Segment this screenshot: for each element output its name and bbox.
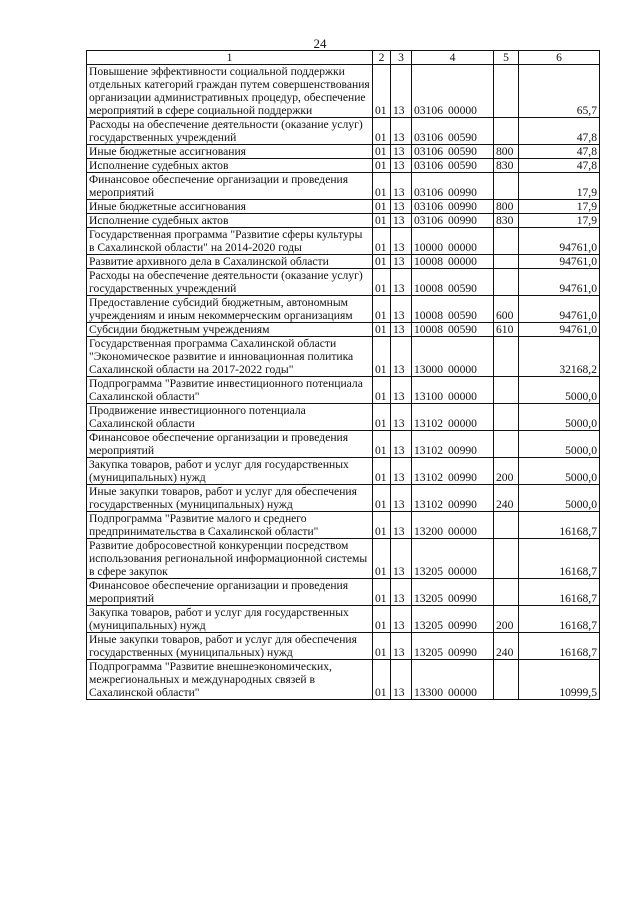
target-code-direction: 00590 xyxy=(447,159,477,172)
row-subsection: 13 xyxy=(391,159,412,173)
table-row xyxy=(87,65,600,118)
row-target-code xyxy=(412,660,494,700)
row-expense-type xyxy=(494,579,519,606)
target-code-direction: 00990 xyxy=(447,186,477,199)
row-subsection: 13 xyxy=(391,660,412,700)
row-name: Подпрограмма "Развитие малого и среднего предпринимательства в Сахалинской области" xyxy=(87,512,373,539)
row-amount: 32168,2 xyxy=(519,337,600,377)
target-code-program: 13102 xyxy=(414,417,443,430)
row-name: Государственная программа Сахалинской области "Экономическое развитие и инновационная политика Сахалинской области на 2017-2022 годы" xyxy=(87,337,373,377)
row-section: 01 xyxy=(373,118,391,145)
budget-table xyxy=(86,50,600,700)
row-target-code xyxy=(412,539,494,579)
row-subsection: 13 xyxy=(391,214,412,228)
column-header: 2 xyxy=(373,51,391,65)
table-row xyxy=(87,579,600,606)
row-name: Расходы на обеспечение деятельности (оказание услуг) государственных учреждений xyxy=(87,269,373,296)
row-subsection: 13 xyxy=(391,65,412,118)
row-subsection: 13 xyxy=(391,323,412,337)
row-amount: 94761,0 xyxy=(519,255,600,269)
row-name: Государственная программа "Развитие сферы культуры в Сахалинской области" на 2014-2020 годы xyxy=(87,228,373,255)
table-row xyxy=(87,269,600,296)
row-section: 01 xyxy=(373,660,391,700)
row-name: Исполнение судебных актов xyxy=(87,214,373,228)
row-amount: 94761,0 xyxy=(519,228,600,255)
row-target-code xyxy=(412,65,494,118)
table-row xyxy=(87,337,600,377)
row-expense-type xyxy=(494,255,519,269)
row-amount: 94761,0 xyxy=(519,296,600,323)
column-header: 6 xyxy=(519,51,600,65)
target-code-program: 13205 xyxy=(414,619,443,632)
row-name: Исполнение судебных актов xyxy=(87,159,373,173)
target-code-direction: 00000 xyxy=(447,390,477,403)
target-code-program: 10008 xyxy=(414,309,443,322)
row-target-code xyxy=(412,214,494,228)
row-section: 01 xyxy=(373,404,391,431)
row-section: 01 xyxy=(373,145,391,159)
target-code-direction: 00590 xyxy=(447,282,477,295)
row-section: 01 xyxy=(373,579,391,606)
row-section: 01 xyxy=(373,255,391,269)
row-section: 01 xyxy=(373,200,391,214)
table-row xyxy=(87,431,600,458)
row-target-code xyxy=(412,579,494,606)
row-target-code xyxy=(412,404,494,431)
row-name: Финансовое обеспечение организации и проведения мероприятий xyxy=(87,431,373,458)
row-name: Иные закупки товаров, работ и услуг для обеспечения государственных (муниципальных) нужд xyxy=(87,485,373,512)
target-code-program: 03106 xyxy=(414,145,443,158)
target-code-program: 13205 xyxy=(414,592,443,605)
target-code-direction: 00590 xyxy=(447,145,477,158)
row-section: 01 xyxy=(373,512,391,539)
target-code-direction: 00000 xyxy=(447,363,477,376)
row-subsection: 13 xyxy=(391,512,412,539)
target-code-program: 03106 xyxy=(414,131,443,144)
row-name: Продвижение инвестиционного потенциала Сахалинской области xyxy=(87,404,373,431)
target-code-program: 13102 xyxy=(414,498,443,511)
target-code-program: 13000 xyxy=(414,363,443,376)
row-amount: 16168,7 xyxy=(519,512,600,539)
row-subsection: 13 xyxy=(391,255,412,269)
row-subsection: 13 xyxy=(391,485,412,512)
row-subsection: 13 xyxy=(391,633,412,660)
row-expense-type xyxy=(494,660,519,700)
row-subsection: 13 xyxy=(391,269,412,296)
row-amount: 5000,0 xyxy=(519,431,600,458)
column-header: 1 xyxy=(87,51,373,65)
row-section: 01 xyxy=(373,159,391,173)
row-subsection: 13 xyxy=(391,145,412,159)
target-code-program: 03106 xyxy=(414,159,443,172)
row-section: 01 xyxy=(373,269,391,296)
row-target-code xyxy=(412,228,494,255)
row-name: Закупка товаров, работ и услуг для государственных (муниципальных) нужд xyxy=(87,458,373,485)
row-amount: 16168,7 xyxy=(519,539,600,579)
row-target-code xyxy=(412,323,494,337)
row-expense-type xyxy=(494,431,519,458)
row-subsection: 13 xyxy=(391,579,412,606)
column-header: 4 xyxy=(412,51,494,65)
row-name: Финансовое обеспечение организации и проведения мероприятий xyxy=(87,173,373,200)
row-expense-type: 600 xyxy=(494,296,519,323)
target-code-direction: 00590 xyxy=(447,131,477,144)
row-name: Предоставление субсидий бюджетным, автономным учреждениям и иным некоммерческим организациям xyxy=(87,296,373,323)
row-target-code xyxy=(412,606,494,633)
row-section: 01 xyxy=(373,431,391,458)
row-subsection: 13 xyxy=(391,337,412,377)
table-row xyxy=(87,660,600,700)
table-body xyxy=(87,65,600,700)
row-amount: 47,8 xyxy=(519,145,600,159)
target-code-program: 13205 xyxy=(414,565,443,578)
row-section: 01 xyxy=(373,337,391,377)
row-target-code xyxy=(412,458,494,485)
row-section: 01 xyxy=(373,377,391,404)
row-subsection: 13 xyxy=(391,404,412,431)
row-target-code xyxy=(412,485,494,512)
target-code-direction: 00990 xyxy=(447,200,477,213)
row-section: 01 xyxy=(373,323,391,337)
target-code-direction: 00000 xyxy=(447,565,477,578)
row-section: 01 xyxy=(373,539,391,579)
target-code-direction: 00990 xyxy=(447,471,477,484)
row-amount: 65,7 xyxy=(519,65,600,118)
row-section: 01 xyxy=(373,458,391,485)
row-name: Развитие архивного дела в Сахалинской области xyxy=(87,255,373,269)
row-expense-type: 240 xyxy=(494,485,519,512)
table-row xyxy=(87,633,600,660)
row-target-code xyxy=(412,145,494,159)
target-code-direction: 00000 xyxy=(447,104,477,117)
table-row xyxy=(87,485,600,512)
row-expense-type xyxy=(494,118,519,145)
row-subsection: 13 xyxy=(391,228,412,255)
table-row xyxy=(87,606,600,633)
target-code-direction: 00990 xyxy=(447,592,477,605)
row-expense-type: 830 xyxy=(494,159,519,173)
row-target-code xyxy=(412,269,494,296)
target-code-program: 03106 xyxy=(414,104,443,117)
row-name: Закупка товаров, работ и услуг для государственных (муниципальных) нужд xyxy=(87,606,373,633)
row-expense-type: 240 xyxy=(494,633,519,660)
row-subsection: 13 xyxy=(391,458,412,485)
row-name: Подпрограмма "Развитие инвестиционного потенциала Сахалинской области" xyxy=(87,377,373,404)
row-section: 01 xyxy=(373,296,391,323)
page-number: 24 xyxy=(313,36,327,51)
row-name: Подпрограмма "Развитие внешнеэкономических, межрегиональных и международных связей в Сахалинской области" xyxy=(87,660,373,700)
row-amount: 5000,0 xyxy=(519,377,600,404)
row-expense-type: 200 xyxy=(494,606,519,633)
row-name: Финансовое обеспечение организации и проведения мероприятий xyxy=(87,579,373,606)
row-expense-type xyxy=(494,228,519,255)
row-expense-type xyxy=(494,173,519,200)
row-name: Развитие добросовестной конкуренции посредством использования региональной информационной системы в сфере закупок xyxy=(87,539,373,579)
row-name: Повышение эффективности социальной поддержки отдельных категорий граждан путем совершенствования организации административных процедур, обеспечение мероприятий в сфере социальной поддержки xyxy=(87,65,373,118)
table-row xyxy=(87,404,600,431)
target-code-direction: 00000 xyxy=(447,417,477,430)
row-amount: 17,9 xyxy=(519,173,600,200)
target-code-program: 13100 xyxy=(414,390,443,403)
table-row xyxy=(87,228,600,255)
row-expense-type: 800 xyxy=(494,200,519,214)
target-code-program: 13102 xyxy=(414,444,443,457)
row-target-code xyxy=(412,512,494,539)
column-header: 3 xyxy=(391,51,412,65)
row-subsection: 13 xyxy=(391,173,412,200)
row-expense-type: 610 xyxy=(494,323,519,337)
row-expense-type: 800 xyxy=(494,145,519,159)
target-code-program: 03106 xyxy=(414,200,443,213)
row-amount: 5000,0 xyxy=(519,404,600,431)
target-code-program: 10000 xyxy=(414,241,443,254)
row-amount: 5000,0 xyxy=(519,458,600,485)
row-expense-type: 200 xyxy=(494,458,519,485)
target-code-program: 13205 xyxy=(414,646,443,659)
row-amount: 5000,0 xyxy=(519,485,600,512)
row-amount: 94761,0 xyxy=(519,323,600,337)
row-amount: 17,9 xyxy=(519,214,600,228)
row-target-code xyxy=(412,431,494,458)
row-section: 01 xyxy=(373,214,391,228)
row-target-code xyxy=(412,200,494,214)
table-row xyxy=(87,458,600,485)
table-row xyxy=(87,255,600,269)
target-code-direction: 00590 xyxy=(447,323,477,336)
row-name: Иные закупки товаров, работ и услуг для обеспечения государственных (муниципальных) нужд xyxy=(87,633,373,660)
row-expense-type xyxy=(494,377,519,404)
target-code-direction: 00000 xyxy=(447,241,477,254)
row-amount: 16168,7 xyxy=(519,633,600,660)
table-row xyxy=(87,145,600,159)
table-row xyxy=(87,323,600,337)
target-code-direction: 00000 xyxy=(447,255,477,268)
row-amount: 47,8 xyxy=(519,118,600,145)
row-name: Расходы на обеспечение деятельности (оказание услуг) государственных учреждений xyxy=(87,118,373,145)
table-row xyxy=(87,296,600,323)
target-code-program: 13102 xyxy=(414,471,443,484)
table-row xyxy=(87,512,600,539)
row-name: Субсидии бюджетным учреждениям xyxy=(87,323,373,337)
row-section: 01 xyxy=(373,606,391,633)
target-code-program: 10008 xyxy=(414,282,443,295)
row-target-code xyxy=(412,118,494,145)
row-subsection: 13 xyxy=(391,606,412,633)
row-expense-type xyxy=(494,404,519,431)
row-amount: 16168,7 xyxy=(519,579,600,606)
table-row xyxy=(87,200,600,214)
target-code-direction: 00000 xyxy=(447,686,477,699)
row-amount: 16168,7 xyxy=(519,606,600,633)
row-expense-type xyxy=(494,539,519,579)
table-row xyxy=(87,214,600,228)
row-subsection: 13 xyxy=(391,296,412,323)
row-subsection: 13 xyxy=(391,118,412,145)
table-row xyxy=(87,159,600,173)
row-name: Иные бюджетные ассигнования xyxy=(87,145,373,159)
target-code-program: 13200 xyxy=(414,525,443,538)
row-expense-type: 830 xyxy=(494,214,519,228)
row-target-code xyxy=(412,337,494,377)
row-section: 01 xyxy=(373,633,391,660)
table-header-row xyxy=(87,51,600,65)
row-target-code xyxy=(412,633,494,660)
row-subsection: 13 xyxy=(391,431,412,458)
table-row xyxy=(87,173,600,200)
row-section: 01 xyxy=(373,485,391,512)
table-row xyxy=(87,377,600,404)
table-row xyxy=(87,118,600,145)
row-amount: 47,8 xyxy=(519,159,600,173)
target-code-direction: 00990 xyxy=(447,646,477,659)
target-code-program: 10008 xyxy=(414,255,443,268)
row-target-code xyxy=(412,377,494,404)
row-section: 01 xyxy=(373,65,391,118)
target-code-direction: 00990 xyxy=(447,214,477,227)
row-target-code xyxy=(412,296,494,323)
row-expense-type xyxy=(494,337,519,377)
row-amount: 10999,5 xyxy=(519,660,600,700)
row-expense-type xyxy=(494,65,519,118)
row-section: 01 xyxy=(373,173,391,200)
target-code-program: 13300 xyxy=(414,686,443,699)
row-target-code xyxy=(412,255,494,269)
target-code-program: 03106 xyxy=(414,214,443,227)
row-expense-type xyxy=(494,269,519,296)
row-expense-type xyxy=(494,512,519,539)
target-code-direction: 00990 xyxy=(447,619,477,632)
row-amount: 17,9 xyxy=(519,200,600,214)
target-code-program: 03106 xyxy=(414,186,443,199)
row-amount: 94761,0 xyxy=(519,269,600,296)
target-code-direction: 00590 xyxy=(447,309,477,322)
column-header: 5 xyxy=(494,51,519,65)
row-subsection: 13 xyxy=(391,200,412,214)
target-code-direction: 00000 xyxy=(447,525,477,538)
row-name: Иные бюджетные ассигнования xyxy=(87,200,373,214)
row-target-code xyxy=(412,173,494,200)
row-target-code xyxy=(412,159,494,173)
table-row xyxy=(87,539,600,579)
target-code-program: 10008 xyxy=(414,323,443,336)
row-section: 01 xyxy=(373,228,391,255)
row-subsection: 13 xyxy=(391,539,412,579)
target-code-direction: 00990 xyxy=(447,444,477,457)
target-code-direction: 00990 xyxy=(447,498,477,511)
row-subsection: 13 xyxy=(391,377,412,404)
